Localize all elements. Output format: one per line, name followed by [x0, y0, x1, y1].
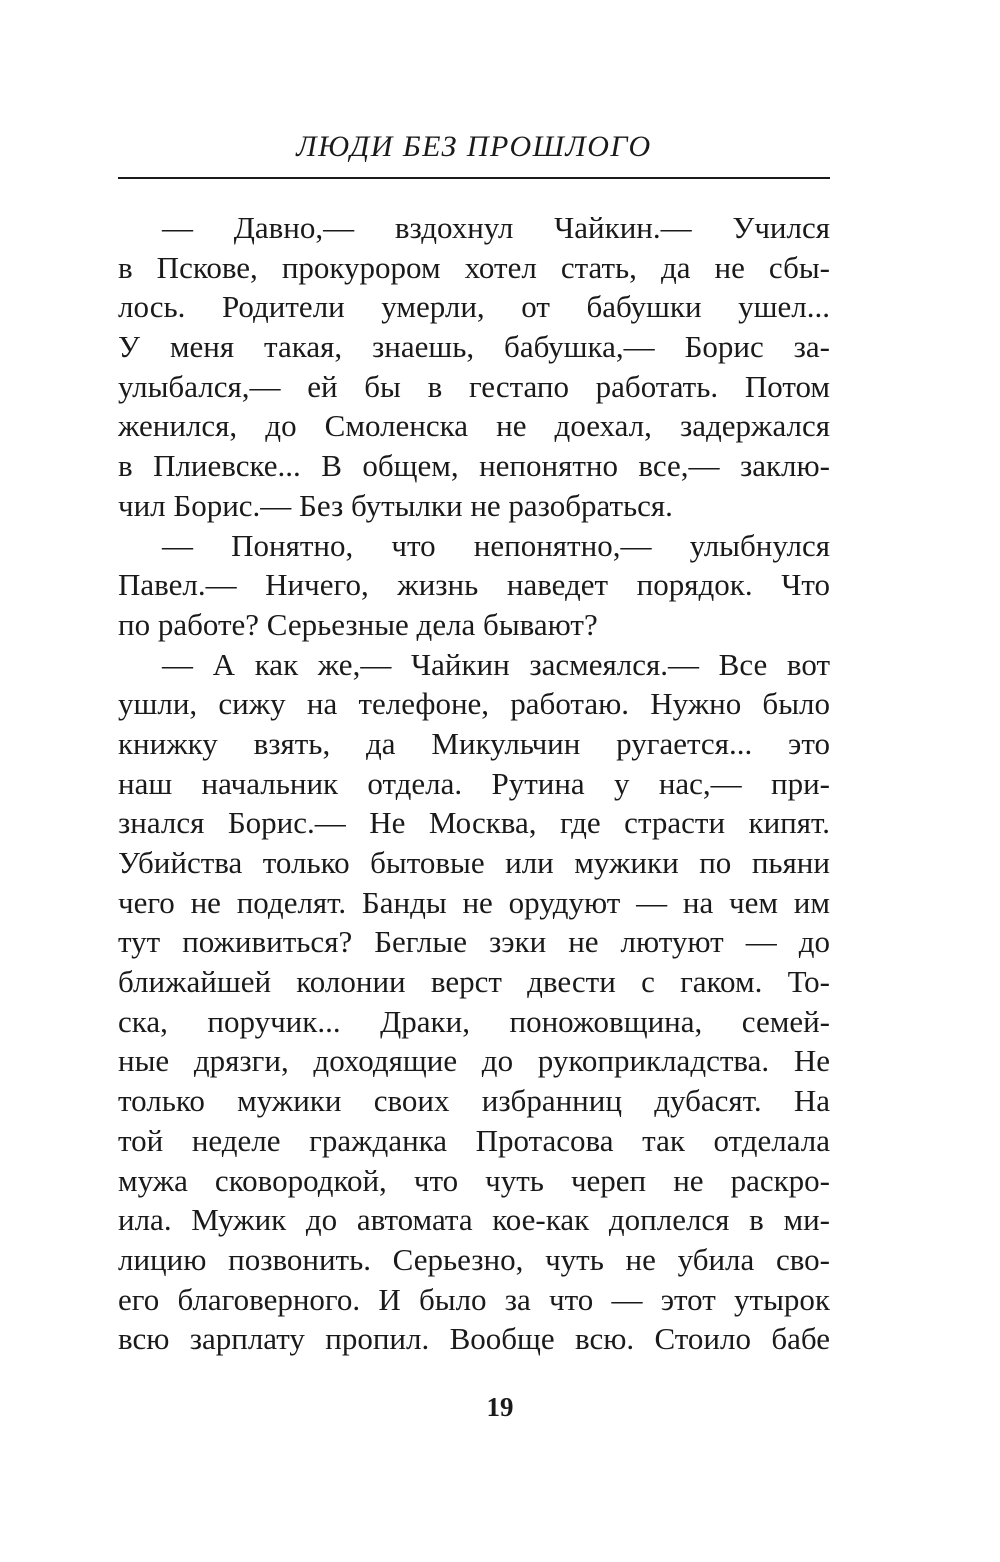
text-line: лось. Родители умерли, от бабушки ушел...: [118, 289, 830, 325]
text-line: мужа сковородкой, что чуть череп не раскро-: [118, 1162, 830, 1198]
text-line: лицию позвонить. Серьезно, чуть не убила сво-: [118, 1241, 830, 1277]
page-number: 19: [486, 1392, 514, 1422]
text-line: Павел.— Ничего, жизнь наведет порядок. Что: [118, 567, 830, 603]
text-line: его благоверного. И было за что — этот утырок: [118, 1281, 830, 1317]
text-line: тут поживиться? Беглые зэки не лютуют — до: [118, 924, 830, 960]
text-line: чил Борис.— Без бутылки не разобраться.: [118, 487, 673, 523]
text-line: той неделе гражданка Протасова так отделала: [118, 1122, 830, 1158]
running-title: ЛЮДИ БЕЗ ПРОШЛОГО: [296, 130, 652, 163]
body-text: [118, 208, 830, 1359]
text-line: всю зарплату пропил. Вообще всю. Стоило бабе: [118, 1321, 830, 1357]
text-line: по работе? Серьезные дела бывают?: [118, 606, 598, 642]
text-line: женился, до Смоленска не доехал, задержался: [118, 408, 830, 444]
text-line: знался Борис.— Не Москва, где страсти кипят.: [118, 805, 830, 841]
text-line: У меня такая, знаешь, бабушка,— Борис за-: [118, 329, 830, 365]
text-line: ные дрязги, доходящие до рукоприкладства. Не: [118, 1043, 830, 1079]
text-line: — Понятно, что непонятно,— улыбнулся: [162, 527, 830, 563]
text-line: ближайшей колонии верст двести с гаком. То-: [118, 964, 830, 1000]
text-line: Убийства только бытовые или мужики по пьяни: [118, 845, 830, 880]
text-line: в Плиевске... В общем, непонятно все,— заклю-: [118, 448, 830, 484]
text-line: ушли, сижу на телефоне, работаю. Нужно было: [118, 686, 830, 722]
text-line: только мужики своих избранниц дубасят. На: [118, 1083, 830, 1119]
text-line: улыбался,— ей бы в гестапо работать. Потом: [118, 368, 830, 404]
text-line: чего не поделят. Банды не орудуют — на чем им: [118, 884, 830, 920]
text-line: ила. Мужик до автомата кое-как доплелся в ми-: [118, 1202, 830, 1238]
text-line: — Давно,— вздохнул Чайкин.— Учился: [162, 210, 830, 245]
header-rule: [118, 177, 830, 179]
text-line: наш начальник отдела. Рутина у нас,— при-: [118, 765, 830, 801]
text-line: книжку взять, да Микульчин ругается... это: [118, 725, 830, 761]
text-line: в Пскове, прокурором хотел стать, да не сбы-: [118, 249, 830, 285]
text-line: ска, поручик... Драки, поножовщина, семей-: [118, 1003, 830, 1039]
text-line: — А как же,— Чайкин засмеялся.— Все вот: [162, 646, 830, 682]
